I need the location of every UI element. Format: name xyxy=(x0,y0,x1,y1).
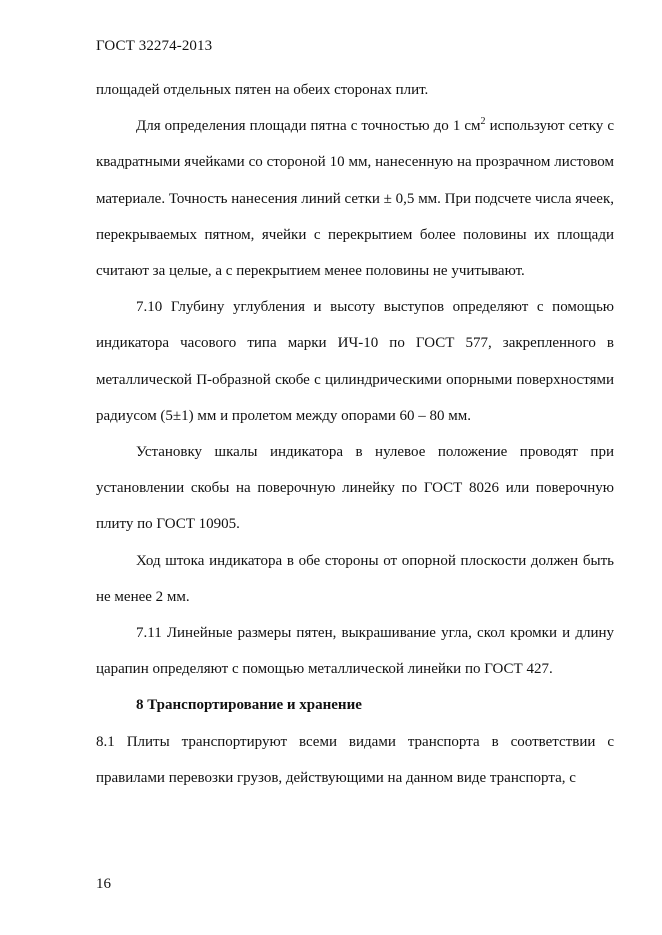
paragraph-text-part: Для определения площади пятна с точностью до 1 см xyxy=(136,118,481,135)
paragraph-7-11: 7.11 Линейные размеры пятен, выкрашивание угла, скол кромки и длину царапин определяют с помощью металлической линейки по ГОСТ 427. xyxy=(96,625,614,678)
standard-code: ГОСТ 32274-2013 xyxy=(96,38,213,54)
paragraph-8-1: 8.1 Плиты транспортируют всеми видами транспорта в соответствии с правилами перевозки грузов, действующими на данном виде транспорта, с xyxy=(96,733,614,786)
section-heading: 8 Транспортирование и хранение xyxy=(136,697,362,714)
paragraph-indicator-setup: Установку шкалы индикатора в нулевое положение проводят при установлении скобы на поверочную линейку по ГОСТ 8026 или поверочную плиту по ГОСТ 10905. xyxy=(96,444,614,533)
paragraph-area-measurement xyxy=(96,108,614,289)
paragraph-7-10: 7.10 Глубину углубления и высоту выступов определяют с помощью индикатора часового типа марки ИЧ-10 по ГОСТ 577, закрепленного в металлической П-образной скобе с цилиндрическими опорными поверхностями радиусом (5±1) мм и пролетом между опорами 60 – 80 мм. xyxy=(96,299,614,424)
paragraph-continuation: площадей отдельных пятен на обеих сторонах плит. xyxy=(96,82,429,98)
document-header xyxy=(96,38,212,55)
page-number: 16 xyxy=(96,876,111,892)
paragraph-stroke: Ход штока индикатора в обе стороны от опорной плоскости должен быть не менее 2 мм. xyxy=(96,552,614,605)
superscript-exponent: 2 xyxy=(480,116,486,128)
document-body xyxy=(96,72,614,796)
paragraph-text-part: используют сетку с квадратными ячейками со стороной 10 мм, нанесенную на прозрачном листовом материале. Точность нанесения линий сетки ± 0,5 мм. При подсчете числа ячеек, перекрываемых пятном, ячейки с перекрытием более половины их площади считают за целые, а с перекрытием менее половины не учитывают. xyxy=(96,118,614,280)
